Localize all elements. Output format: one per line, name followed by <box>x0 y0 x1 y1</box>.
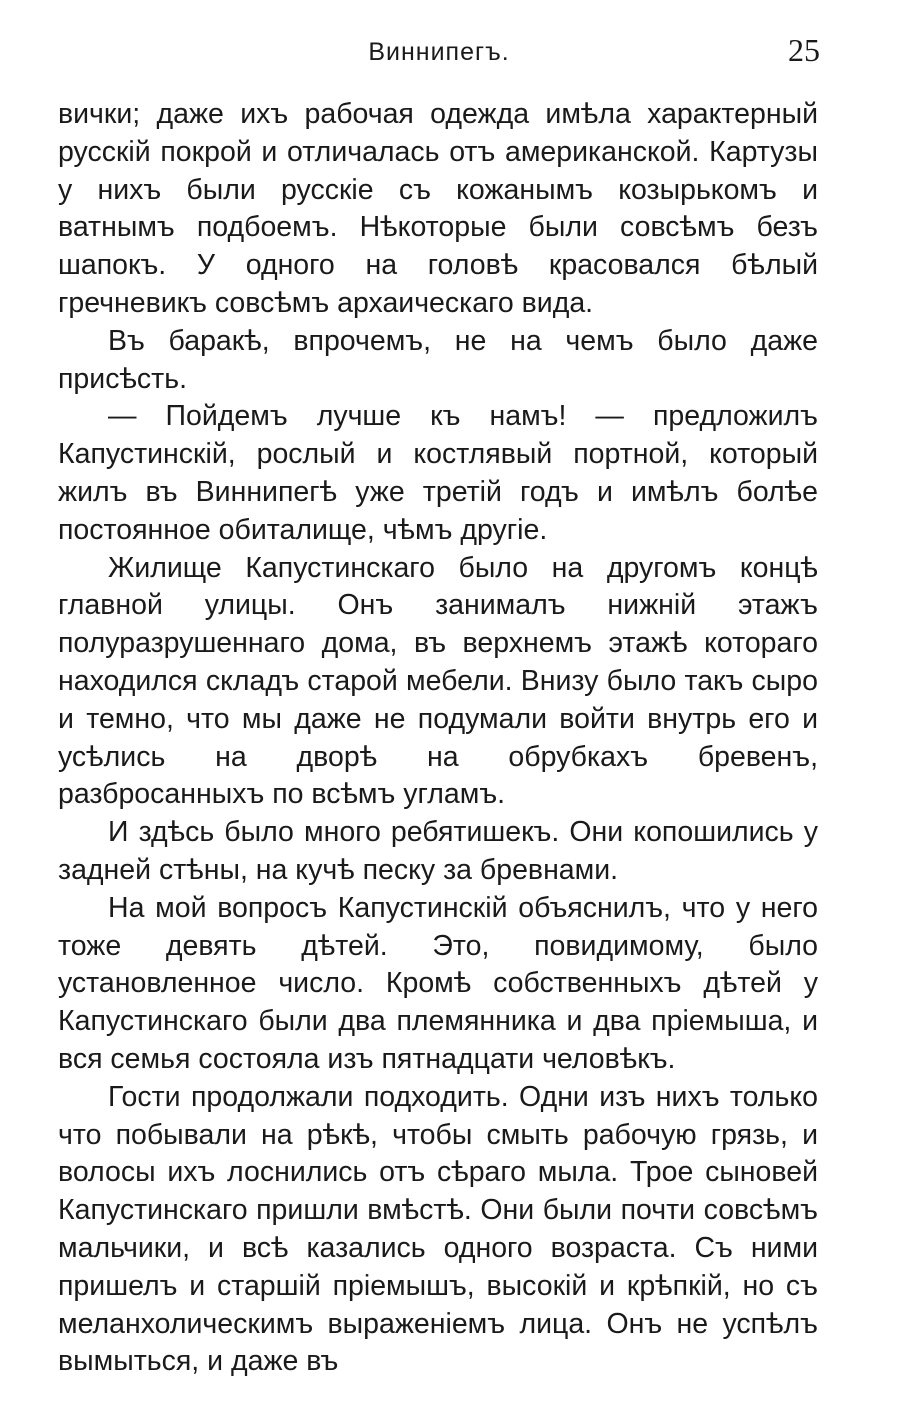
paragraph: Въ баракѣ, впрочемъ, не на чемъ было даже присѣсть. <box>58 324 818 395</box>
paragraph: Гости продолжали подходить. Одни изъ нихъ только что побывали на рѣкѣ, чтобы смыть рабочую грязь, и волосы ихъ лоснились отъ сѣраго мыла. Трое сыновей Капустинскаго пришли вмѣстѣ. Они были почти совсѣмъ мальчики, и всѣ казались одного возраста. Съ ними пришелъ и старшій пріемышъ, высокій и крѣпкій, но съ меланхолическимъ выраженіемъ лица. Онъ не успѣлъ вымыться, и даже въ <box>58 1080 818 1378</box>
running-title: Виннипегъ. <box>368 38 510 66</box>
paragraph: На мой вопросъ Капустинскій объяснилъ, что у него тоже девять дѣтей. Это, повидимому, было установленное число. Кромѣ собственныхъ дѣтей у Капустинскаго были два племянника и два пріемыша, и вся семья состояла изъ пятнадцати человѣкъ. <box>58 891 818 1075</box>
page-number: 25 <box>788 32 820 68</box>
body-text <box>58 96 818 1381</box>
paragraph: вички; даже ихъ рабочая одежда имѣла характерный русскій покрой и отличалась отъ американской. Картузы у нихъ были русскіе съ кожанымъ козырькомъ и ватнымъ подбоемъ. Нѣкоторые были совсѣмъ безъ шапокъ. У одного на головѣ красовался бѣлый гречневикъ совсѣмъ архаическаго вида. <box>58 98 818 319</box>
paragraph: Жилище Капустинскаго было на другомъ концѣ главной улицы. Онъ занималъ нижній этажъ полуразрушеннаго дома, въ верхнемъ этажѣ котораго находился складъ старой мебели. Внизу было такъ сыро и темно, что мы даже не подумали войти внутрь его и усѣлись на дворѣ на обрубкахъ бревенъ, разбросанныхъ по всѣмъ угламъ. <box>58 551 818 811</box>
paragraph: — Пойдемъ лучше къ намъ! — предложилъ Капустинскій, рослый и костлявый портной, который жилъ въ Виннипегѣ уже третій годъ и имѣлъ болѣе постоянное обиталище, чѣмъ другіе. <box>58 400 818 546</box>
paragraph: И здѣсь было много ребятишекъ. Они копошились у задней стѣны, на кучѣ песку за бревнами. <box>58 816 818 886</box>
page-header <box>58 32 820 76</box>
